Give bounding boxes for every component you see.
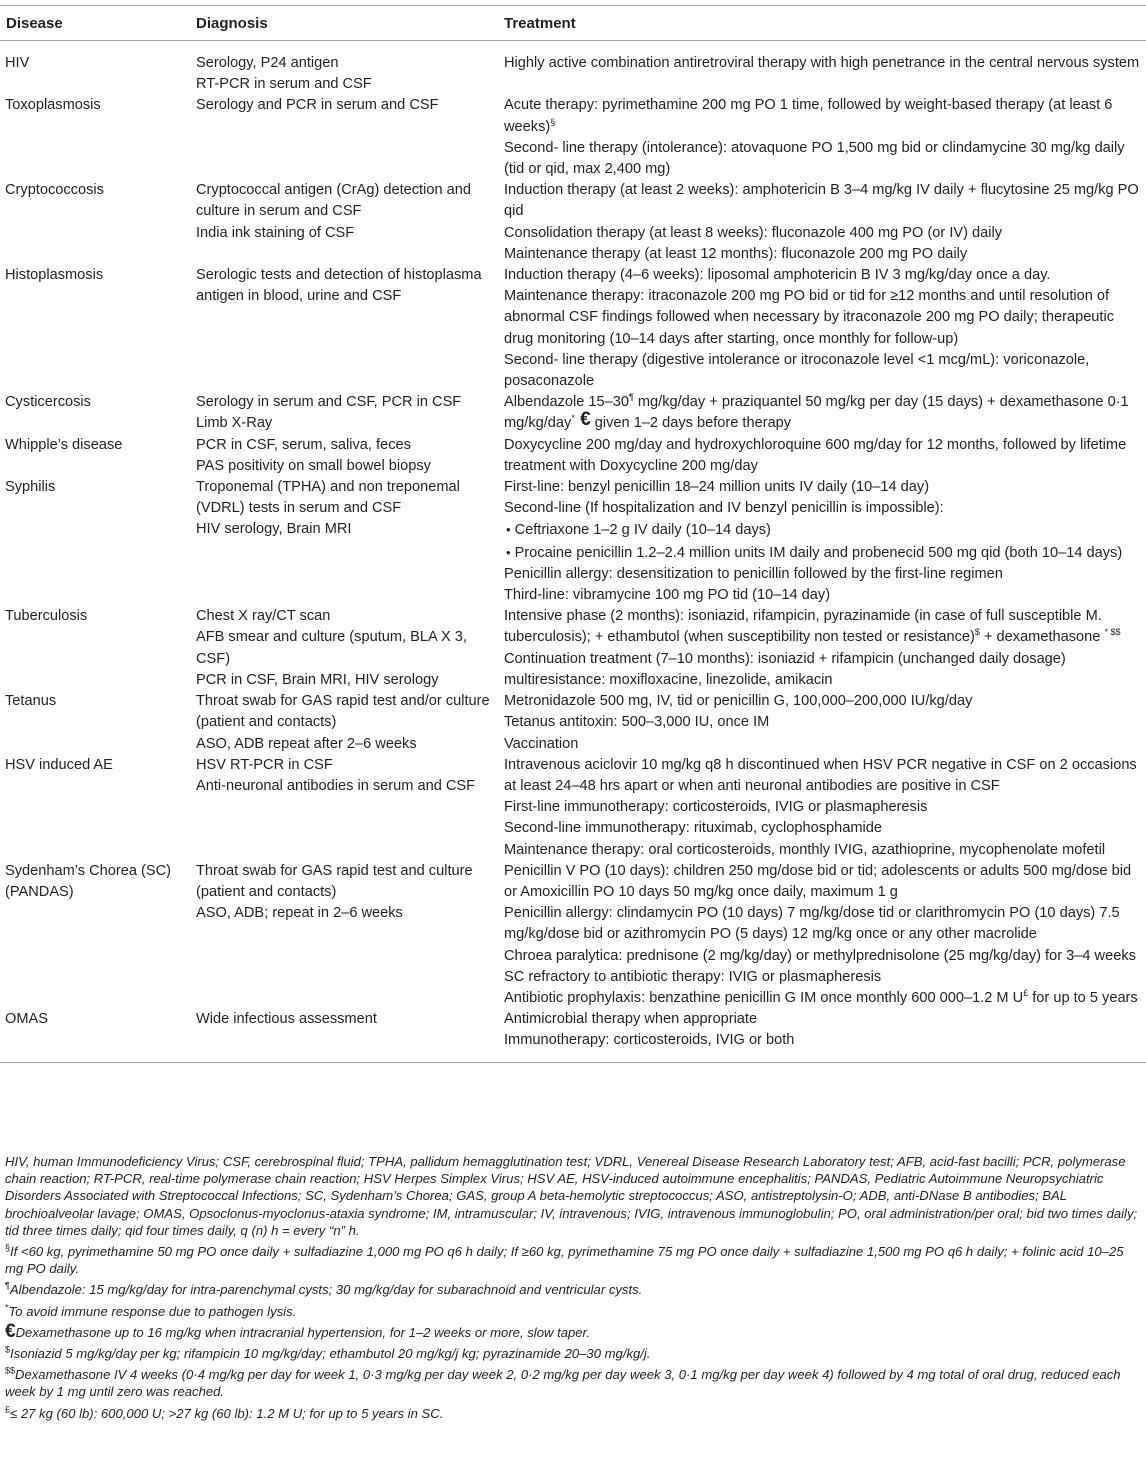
footnote-mark: $$ [5,1365,16,1376]
footnote-item [5,1345,1141,1362]
diagnosis-cell [196,691,504,755]
treatment-text: Second-line (If hospitalization and IV benzyl penicillin is impossible): [504,500,944,517]
treatment-line [504,180,1144,222]
treatment-line [504,903,1144,945]
treatment-line [504,498,1144,519]
diagnosis-line: Limb X-Ray [196,415,273,432]
treatment-line [504,1030,1144,1051]
footnote-mark: $ [5,1344,11,1355]
disease-name: Whipple’s disease [5,436,123,453]
diagnosis-line: PCR in CSF, serum, saliva, feces [196,436,411,453]
treatment-text: Highly active combination antiretroviral therapy with high penetrance in the central nervous system [504,55,1140,71]
disease-cell [0,180,196,265]
treatment-line [504,223,1144,244]
footnote-mark: € [574,409,591,431]
treatment-table [0,5,1146,1063]
treatment-text: Doxycycline 200 mg/day and hydroxychloroquine 600 mg/day for 12 months, followed by lifetime treatment with Doxycycline 200 mg/day [504,436,1127,474]
diagnosis-line: RT-PCR in serum and CSF [196,76,372,93]
treatment-line [504,244,1144,265]
diagnosis-cell [196,435,504,477]
disease-name: Histoplasmosis [5,267,104,284]
disease-cell [0,1009,196,1062]
footnote-mark: £ [5,1404,11,1415]
treatment-text: Second- line therapy (intolerance): atovaquone PO 1,500 mg bid or clindamycine 30 mg/kg daily (tid or qid, max 2,400 mg) [504,139,1125,178]
disease-cell [0,95,196,180]
diagnosis-line: Troponemal (TPHA) and non treponemal (VDRL) tests in serum and CSF [196,479,460,517]
footnote-mark: § [5,1242,11,1253]
treatment-line [504,988,1144,1009]
disease-cell [0,861,196,1009]
diagnosis-line: Cryptococcal antigen (CrAg) detection and culture in serum and CSF [196,182,471,220]
treatment-line [504,1009,1144,1030]
treatment-text: Antimicrobial therapy when appropriate [504,1011,758,1028]
footnote-mark: $ [974,627,980,638]
treatment-text: Vaccination [504,735,579,752]
table-row [0,180,1146,265]
treatment-line [504,797,1144,818]
treatment-line [504,712,1144,733]
footnote-text: To avoid immune response due to pathogen lysis. [8,1303,297,1319]
disease-name: Cryptococcosis [5,182,104,199]
diagnosis-cell [196,180,504,265]
diagnosis-line: Wide infectious assessment [196,1011,377,1028]
footnote-mark: * $$ [1104,627,1121,638]
treatment-line [504,95,1144,137]
footnote-item [5,1303,1141,1320]
diagnosis-line: ASO, ADB repeat after 2–6 weeks [196,735,417,752]
header-diagnosis: Diagnosis [196,6,504,41]
disease-cell [0,392,196,434]
diagnosis-line: PAS positivity on small bowel biopsy [196,457,431,474]
disease-name: Syphilis [5,479,56,496]
disease-cell [0,606,196,691]
treatment-text: Penicillin allergy: desensitization to penicillin followed by the first-line regimen [504,565,1003,582]
treatment-text: Maintenance therapy: itraconazole 200 mg PO bid or tid for ≥12 months and until resolution of abnormal CSF findings followed when necessary by itraconazole 200 mg PO daily; therapeutic drug monitoring (10–14 days after starting, once monthly for follow-up) [504,288,1115,347]
disease-name: Cysticercosis [5,394,91,411]
treatment-text: Antibiotic prophylaxis: benzathine penicillin G IM once monthly 600 000–1.2 M U [504,989,1024,1006]
treatment-text: Intravenous aciclovir 10 mg/kg q8 h discontinued when HSV PCR negative in CSF on 2 occasions at least 24–48 hrs apart or when anti neuronal antibodies are positive in CSF [504,756,1137,794]
disease-cell [0,41,196,96]
treatment-text: + dexamethasone [979,629,1105,646]
treatment-text: SC refractory to antibiotic therapy: IVIG or plasmapheresis [504,968,882,985]
diagnosis-line: HIV serology, Brain MRI [196,521,352,538]
treatment-text: Penicillin allergy: clindamycin PO (10 days) 7 mg/kg/dose tid or clarithromycin PO (10 days) 7.5 mg/kg/dose bid or azithromycin PO (5 days) 12 mg/kg once or any other macrolide [504,905,1120,943]
treatment-line [504,138,1144,180]
footnote-item [5,1405,1141,1422]
treatment-text: First-line immunotherapy: corticosteroids, IVIG or plasmapheresis [504,799,928,816]
diagnosis-line: Serology and PCR in serum and CSF [196,97,439,114]
diagnosis-cell [196,95,504,180]
treatment-cell [504,265,1146,392]
treatment-text: or Amoxicillin PO 10 days 50 mg/kg once daily, maximum 1 g [504,883,898,900]
table-row [0,861,1146,1009]
footnote-item [5,1320,1141,1342]
treatment-text: Induction therapy (4–6 weeks): liposomal amphotericin B IV 3 mg/kg/day once a day. [504,267,1051,284]
treatment-text: Chroea paralytica: prednisone (2 mg/kg/day) or methylprednisolone (25 mg/kg/day) for 3–4 weeks [504,947,1136,964]
disease-cell [0,755,196,861]
footnote-item [5,1281,1141,1298]
treatment-line [504,542,1144,564]
treatment-text: Intensive phase (2 months): isoniazid, rifampicin, pyrazinamide (in case of full susceptible M. tuberculosis); + ethambutol (when susceptibility non tested or resistance) [504,608,1102,646]
treatment-line [504,53,1144,74]
footnote-item [5,1243,1141,1277]
disease-name: Toxoplasmosis [5,97,101,114]
treatment-line [504,350,1144,392]
footnote-mark: ¶ [5,1281,10,1292]
diagnosis-line: Serologic tests and detection of histoplasma antigen in blood, urine and CSF [196,267,482,305]
treatment-cell [504,861,1146,1009]
treatment-cell [504,691,1146,755]
diagnosis-cell [196,265,504,392]
treatment-line [504,477,1144,498]
footnote-text: ≤ 27 kg (60 lb): 600,000 U; >27 kg (60 lb): 1.2 M U; for up to 5 years in SC. [10,1405,444,1421]
treatment-text: Immunotherapy: corticosteroids, IVIG or both [504,1032,795,1049]
treatment-line [504,691,1144,712]
footnote-mark: € [5,1320,16,1342]
table-row [0,435,1146,477]
disease-cell [0,265,196,392]
footnote-mark: £ [1023,988,1029,999]
treatment-text: Consolidation therapy (at least 8 weeks): fluconazole 400 mg PO (or IV) daily [504,224,1003,241]
table-row [0,95,1146,180]
footnote-mark: ¶ [628,392,634,403]
treatment-text: Second-line immunotherapy: rituximab, cyclophosphamide [504,820,883,837]
table-row [0,477,1146,606]
footnote-text: If <60 kg, pyrimethamine 50 mg PO once daily + sulfadiazine 1,000 mg PO q6 h daily; If ≥60 kg, pyrimethamine 75 mg PO once daily + sulfadiazine 1,500 mg PO q6 h daily; + folinic acid 10–25 mg PO daily. [5,1244,1124,1277]
diagnosis-line: ASO, ADB; repeat in 2–6 weeks [196,905,403,922]
treatment-line [504,861,1144,882]
treatment-text: Second- line therapy (digestive intolerance or itroconazole level <1 mcg/mL): voriconazole, posaconazole [504,351,1090,390]
diagnosis-cell [196,861,504,1009]
treatment-cell [504,180,1146,265]
diagnosis-cell [196,606,504,691]
diagnosis-line: Throat swab for GAS rapid test and/or culture (patient and contacts) [196,693,490,731]
treatment-line [504,946,1144,967]
treatment-cell [504,435,1146,477]
treatment-line [504,734,1144,755]
treatment-line [504,265,1144,286]
diagnosis-cell [196,392,504,434]
treatment-cell [504,606,1146,691]
table-body [0,41,1146,1063]
footnote-text: Isoniazid 5 mg/kg/day per kg; rifampicin 10 mg/kg/day; ethambutol 20 mg/kg/j kg; pyrazinamide 20–30 mg/kg/j. [10,1346,651,1362]
header-disease: Disease [0,6,196,41]
treatment-text: First-line: benzyl penicillin 18–24 million units IV daily (10–14 day) [504,479,930,496]
treatment-line [504,286,1144,350]
treatment-line [504,649,1144,691]
treatment-line [504,519,1144,541]
diagnosis-line: Anti-neuronal antibodies in serum and CSF [196,777,476,794]
treatment-line [504,882,1144,903]
disease-name: Tetanus [5,693,57,710]
diagnosis-cell [196,1009,504,1062]
footnote-text: Dexamethasone IV 4 weeks (0·4 mg/kg per day for week 1, 0·3 mg/kg per day week 2, 0·2 mg/kg per day week 3, 0·1 mg/kg per day week 4) followed by 4 mg total of oral drug, reduced each week by 1 mg until zero was reached. [5,1367,1121,1400]
treatment-text: mg/kg/day + praziquantel 50 mg/kg per day (15 days) + dexamethasone 0·1 mg/kg/day [504,394,1129,432]
treatment-text: Acute therapy: pyrimethamine 200 mg PO 1 time, followed by weight-based therapy (at least 6 weeks) [504,97,1113,135]
table-row [0,691,1146,755]
treatment-text: Induction therapy (at least 2 weeks): amphotericin B 3–4 mg/kg IV daily + flucytosine 25 mg/kg PO qid [504,182,1139,220]
treatment-cell [504,1009,1146,1062]
treatment-text: Maintenance therapy: oral corticosteroids, monthly IVIG, azathioprine, mycophenolate mofetil [504,841,1106,858]
treatment-text: Third-line: vibramycine 100 mg PO tid (10–14 day) [504,587,831,604]
treatment-text: Penicillin V PO (10 days): children 250 mg/dose bid or tid; adolescents or adults 500 mg/dose bid [504,862,1132,879]
table-row [0,1009,1146,1062]
treatment-cell [504,755,1146,861]
table-row [0,606,1146,691]
table-row [0,755,1146,861]
disease-cell [0,477,196,606]
treatment-text: Ceftriaxone 1–2 g IV daily (10–14 days) [514,522,771,539]
treatment-line [504,435,1144,477]
table-header [0,6,1146,41]
footnote-mark: * [5,1302,9,1313]
treatment-text: Albendazole 15–30 [504,394,629,411]
treatment-text: given 1–2 days before therapy [590,415,792,432]
treatment-cell [504,95,1146,180]
treatment-cell [504,477,1146,606]
treatment-text: Metronidazole 500 mg, IV, tid or penicillin G, 100,000–200,000 IU/kg/day [504,693,973,710]
diagnosis-line: Serology, P24 antigen [196,55,339,71]
disease-cell [0,435,196,477]
treatment-text: Procaine penicillin 1.2–2.4 million units IM daily and probenecid 500 mg qid (both 10–14 days) [514,544,1123,561]
diagnosis-line: Chest X ray/CT scan [196,608,331,625]
disease-name: HIV [5,55,30,71]
treatment-text: Tetanus antitoxin: 500–3,000 IU, once IM [504,714,770,731]
table-row [0,392,1146,434]
disease-name: Tuberculosis [5,608,88,625]
treatment-line [504,967,1144,988]
footnote-mark: * [571,413,575,424]
treatment-line [504,606,1144,648]
diagnosis-line: AFB smear and culture (sputum, BLA X 3, CSF) [196,629,467,667]
disease-name: HSV induced AE [5,756,113,773]
diagnosis-line: Serology in serum and CSF, PCR in CSF [196,394,462,411]
table-row [0,41,1146,96]
footnote-list [5,1243,1141,1422]
disease-name: Sydenham’s Chorea (SC) (PANDAS) [5,862,172,900]
diagnosis-line: Throat swab for GAS rapid test and culture (patient and contacts) [196,862,473,900]
footnote-text: Dexamethasone up to 16 mg/kg when intracranial hypertension, for 1–2 weeks or more, slow taper. [15,1324,591,1340]
diagnosis-line: India ink staining of CSF [196,224,355,241]
footnote-mark: § [550,116,556,127]
treatment-cell [504,41,1146,96]
treatment-text: Maintenance therapy (at least 12 months): fluconazole 200 mg PO daily [504,245,968,262]
footnote-item [5,1366,1141,1400]
diagnosis-cell [196,41,504,96]
table-row [0,265,1146,392]
diagnosis-cell [196,755,504,861]
footnote-text: Albendazole: 15 mg/kg/day for intra-parenchymal cysts; 30 mg/kg/day for subarachnoid and ventricular cysts. [9,1282,643,1298]
disease-cell [0,691,196,755]
table-footnotes [5,1153,1141,1426]
treatment-line [504,564,1144,585]
diagnosis-line: HSV RT-PCR in CSF [196,756,333,773]
footnote-abbreviations: HIV, human Immunodeficiency Virus; CSF, cerebrospinal fluid; TPHA, pallidum hemagglutination test; VDRL, Venereal Disease Research Laboratory test; AFB, acid-fast bacilli; PCR, polymerase chain reaction; RT-PCR, real-time polymerase chain reaction; HSV Herpes Simplex Virus; HSV AE, HSV-induced autoimmune encephalitis; PANDAS, Pediatric Autoimmune Neuropsychiatric Disorders Associated with Streptococcal Infections; SC, Sydenham’s Chorea; GAS, group A beta-hemolytic streptococcus; ASO, antistreptolysin-O; ADB, anti-DNase B antibodies; BAL brochioalveolar lavage; OMAS, Opsoclonus-myoclonus-ataxia syndrome; IM, intramuscular; IV, intravenous; IVIG, intravenous immunoglobulin; PO, oral administration/per oral; bid two times daily; tid three times daily; qid four times daily, q (n) h = every “n” h. [5,1154,1138,1238]
treatment-text: for up to 5 years [1028,989,1138,1006]
header-treatment: Treatment [504,6,1146,41]
diagnosis-line: PCR in CSF, Brain MRI, HIV serology [196,671,439,688]
treatment-line [504,755,1144,797]
treatment-text: Continuation treatment (7–10 months): isoniazid + rifampicin (unchanged daily dosage) multiresistance: moxifloxacine, linezolide, amikacin [504,650,1066,688]
diagnosis-cell [196,477,504,606]
disease-name: OMAS [5,1011,48,1028]
treatment-line [504,392,1144,434]
treatment-cell [504,392,1146,434]
treatment-line [504,585,1144,606]
treatment-line [504,840,1144,861]
treatment-line [504,818,1144,839]
